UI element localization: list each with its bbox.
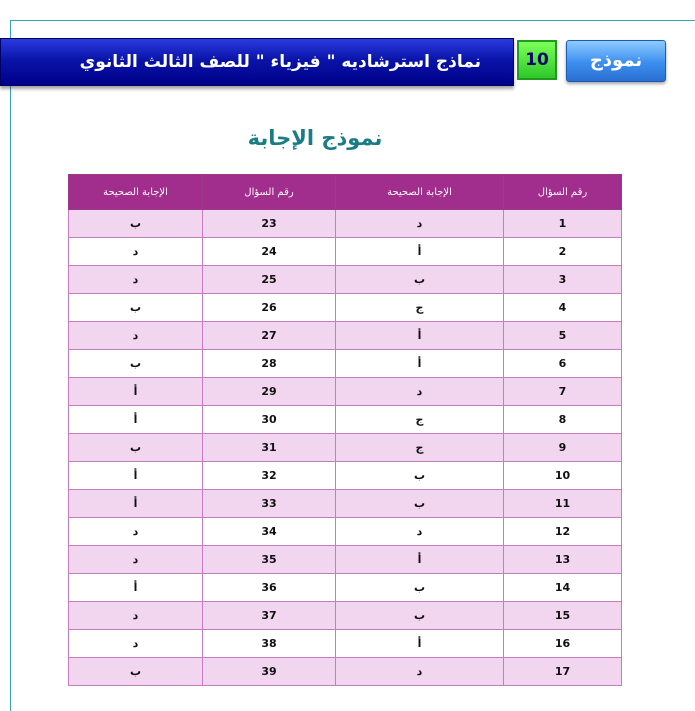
question-number-cell: 23 bbox=[203, 210, 336, 238]
table-row bbox=[69, 294, 622, 322]
answer-key-heading: نموذج الإجابة bbox=[247, 126, 383, 150]
question-number-cell: 14 bbox=[504, 574, 622, 602]
header-bar bbox=[0, 38, 514, 86]
question-number-cell: 9 bbox=[504, 434, 622, 462]
column-header-question-number: رقم السؤال bbox=[203, 175, 336, 210]
question-number-cell: 32 bbox=[203, 462, 336, 490]
table-row bbox=[69, 546, 622, 574]
table-row bbox=[69, 434, 622, 462]
question-number-cell: 2 bbox=[504, 238, 622, 266]
question-number-cell: 33 bbox=[203, 490, 336, 518]
correct-answer-cell: ب bbox=[69, 350, 203, 378]
correct-answer-cell: ب bbox=[69, 434, 203, 462]
correct-answer-cell: ب bbox=[69, 210, 203, 238]
question-number-cell: 28 bbox=[203, 350, 336, 378]
question-number-cell: 26 bbox=[203, 294, 336, 322]
column-header-correct-answer: الإجابة الصحيحة bbox=[69, 175, 203, 210]
question-number-cell: 35 bbox=[203, 546, 336, 574]
question-number-cell: 24 bbox=[203, 238, 336, 266]
correct-answer-cell: ب bbox=[69, 294, 203, 322]
question-number-cell: 7 bbox=[504, 378, 622, 406]
correct-answer-cell: ب bbox=[69, 658, 203, 686]
correct-answer-cell: د bbox=[336, 518, 504, 546]
table-row bbox=[69, 630, 622, 658]
table-row bbox=[69, 210, 622, 238]
correct-answer-cell: أ bbox=[336, 350, 504, 378]
correct-answer-cell: ج bbox=[336, 406, 504, 434]
question-number-cell: 15 bbox=[504, 602, 622, 630]
correct-answer-cell: د bbox=[69, 518, 203, 546]
question-number-cell: 8 bbox=[504, 406, 622, 434]
question-number-cell: 17 bbox=[504, 658, 622, 686]
question-number-cell: 6 bbox=[504, 350, 622, 378]
table-row bbox=[69, 378, 622, 406]
table-row bbox=[69, 518, 622, 546]
model-number-badge: 10 bbox=[517, 40, 557, 80]
correct-answer-cell: د bbox=[69, 630, 203, 658]
answer-table bbox=[68, 174, 622, 686]
correct-answer-cell: أ bbox=[336, 322, 504, 350]
table-row bbox=[69, 238, 622, 266]
table-row bbox=[69, 574, 622, 602]
correct-answer-cell: د bbox=[69, 322, 203, 350]
correct-answer-cell: د bbox=[69, 238, 203, 266]
question-number-cell: 11 bbox=[504, 490, 622, 518]
question-number-cell: 27 bbox=[203, 322, 336, 350]
correct-answer-cell: أ bbox=[69, 406, 203, 434]
question-number-cell: 10 bbox=[504, 462, 622, 490]
correct-answer-cell: أ bbox=[69, 490, 203, 518]
question-number-cell: 1 bbox=[504, 210, 622, 238]
table-row bbox=[69, 350, 622, 378]
column-header-question-number: رقم السؤال bbox=[504, 175, 622, 210]
table-row bbox=[69, 658, 622, 686]
correct-answer-cell: د bbox=[336, 210, 504, 238]
correct-answer-cell: د bbox=[69, 546, 203, 574]
correct-answer-cell: د bbox=[69, 602, 203, 630]
page-title: نماذج استرشاديه " فيزياء " للصف الثالث الثانوي bbox=[79, 52, 481, 72]
table-row bbox=[69, 266, 622, 294]
column-header-correct-answer: الإجابة الصحيحة bbox=[336, 175, 504, 210]
correct-answer-cell: ب bbox=[336, 462, 504, 490]
correct-answer-cell: د bbox=[69, 266, 203, 294]
correct-answer-cell: أ bbox=[336, 630, 504, 658]
table-row bbox=[69, 322, 622, 350]
question-number-cell: 38 bbox=[203, 630, 336, 658]
question-number-cell: 5 bbox=[504, 322, 622, 350]
correct-answer-cell: د bbox=[336, 658, 504, 686]
correct-answer-cell: أ bbox=[69, 378, 203, 406]
model-label-button[interactable]: نموذج bbox=[566, 40, 666, 82]
question-number-cell: 13 bbox=[504, 546, 622, 574]
question-number-cell: 34 bbox=[203, 518, 336, 546]
correct-answer-cell: ب bbox=[336, 490, 504, 518]
correct-answer-cell: ب bbox=[336, 266, 504, 294]
question-number-cell: 31 bbox=[203, 434, 336, 462]
question-number-cell: 4 bbox=[504, 294, 622, 322]
correct-answer-cell: أ bbox=[336, 546, 504, 574]
table-row bbox=[69, 406, 622, 434]
question-number-cell: 25 bbox=[203, 266, 336, 294]
table-row bbox=[69, 490, 622, 518]
question-number-cell: 39 bbox=[203, 658, 336, 686]
table-row bbox=[69, 462, 622, 490]
question-number-cell: 16 bbox=[504, 630, 622, 658]
question-number-cell: 3 bbox=[504, 266, 622, 294]
correct-answer-cell: أ bbox=[336, 238, 504, 266]
question-number-cell: 36 bbox=[203, 574, 336, 602]
question-number-cell: 37 bbox=[203, 602, 336, 630]
table-header-row bbox=[69, 175, 622, 210]
question-number-cell: 30 bbox=[203, 406, 336, 434]
question-number-cell: 29 bbox=[203, 378, 336, 406]
correct-answer-cell: ج bbox=[336, 294, 504, 322]
correct-answer-cell: ب bbox=[336, 574, 504, 602]
correct-answer-cell: أ bbox=[69, 462, 203, 490]
correct-answer-cell: د bbox=[336, 378, 504, 406]
correct-answer-cell: ج bbox=[336, 434, 504, 462]
table-row bbox=[69, 602, 622, 630]
correct-answer-cell: أ bbox=[69, 574, 203, 602]
correct-answer-cell: ب bbox=[336, 602, 504, 630]
question-number-cell: 12 bbox=[504, 518, 622, 546]
